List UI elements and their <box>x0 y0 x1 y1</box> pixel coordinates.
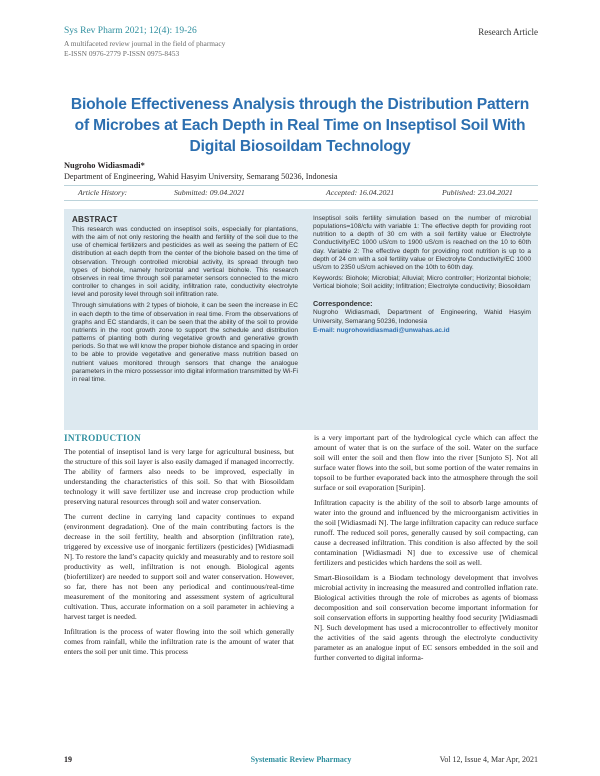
page-footer <box>64 755 538 767</box>
body-paragraph: Infiltration capacity is the ability of the soil to absorb large amounts of water into the ground and influenced by the microorganism activities in the soil [Widiasmadi N]. The large infiltration capacity can reduce surface runoff. The reduced soil pores, generally caused by soil compacting, can cause a decreased infiltration. This condition is also affected by the soil contamination [Widiasmadi N] due to excessive use of chemical fertilizers and pesticides which hardens the soil as well. <box>314 498 538 567</box>
body-paragraph: is a very important part of the hydrological cycle which can affect the amount of water that is on the surface of the soil. Water on the surface soil will enter the soil and then flow into the river [Sunjoto S]. Not all surface water flows into the soil, but some portion of the water remains in topsoil to be further evaporated back into the atmosphere through the soil surface or soil evaporation [Suripin]. <box>314 433 538 492</box>
body-paragraph: Smart-Biosoildam is a Biodam technology development that involves microbial activity in increasing the measured and controlled inflation rate. Biological activities through the role of microbes as agents of biomass decomposition and soil conservation become important information for soil conservation efforts in supporting healthy food security [Widiasmadi N]. Such development has used a microcontroller to effectively monitor the activities of the said agents through the electrolyte conductivity parameter as an analogue input of EC sensors embedded in the soil and further converted to digital informa- <box>314 573 538 662</box>
abstract-left-column <box>72 215 298 387</box>
history-published: Published: 23.04.2021 <box>442 188 513 197</box>
history-submitted: Submitted: 09.04.2021 <box>174 188 245 197</box>
body-right-column <box>314 433 538 668</box>
history-label: Article History: <box>78 188 128 197</box>
body-paragraph: The current decline in carrying land capacity continues to expand (environment degradation). One of the main contributing factors is the decrease in the soil fertility, health and absorption (infiltration rate), triggered by excessive use of inorganic fertilizers (pesticides) [Widiasmadi N]. To restore the land’s capacity quickly and measurably and to restore soil productivity as well, infiltration is not enough. Biological agents (biofertilizer) are needed to support soil and water conservation. However, so far, there has not been any periodical and continuous/real-time measurement of the monitoring and assessment system of agricultural cultivation. Thus, accurate information on a soil parameter in achieving a harvest target is needed. <box>64 512 294 621</box>
journal-description: A multifaceted review journal in the field of pharmacy <box>64 39 226 48</box>
paper-title: Biohole Effectiveness Analysis through the Distribution Pattern of Microbes at Each Depth in Real Time on Inseptisol Soil With Digital Biosoildam Technology <box>70 96 530 155</box>
correspondence-email[interactable]: E-mail: nugrohowidiasmadi@unwahas.ac.id <box>313 326 450 334</box>
correspondence-text: Nugroho Widiasmadi, Department of Engineering, Wahid Hasyim University, Semarang 50236, Indonesia <box>313 309 531 325</box>
author-affiliation: Department of Engineering, Wahid Hasyim University, Semarang 50236, Indonesia <box>64 172 338 181</box>
footer-journal-name: Systematic Review Pharmacy <box>250 755 352 764</box>
author-name: Nugroho Widiasmadi* <box>64 161 145 170</box>
footer-page-number: 19 <box>64 755 72 764</box>
abstract-heading: ABSTRACT <box>72 215 118 224</box>
abstract-paragraph-3: Inseptisol soils fertility simulation based on the number of microbial populations=108/cfu with variable 1: The effective depth for providing root nutrition to a depth of 30 cm with a soil fertility value or Electrolyte Conductivity/EC 1000 uS/cm to 1900 uS/cm is reached on the 10 to 60th day. Variable 2: The effective depth for providing root nutrition is up to a depth of 24 cm with a soil fertility value or Electrolyte Conductivity/EC 1000 uS/cm to 2350 uS/cm achieved on the 10th to 60th day. <box>313 215 531 271</box>
correspondence-heading: Correspondence: <box>313 299 373 309</box>
abstract-paragraph-2: Through simulations with 2 types of biohole, it can be seen the increase in EC in each depth to the time of observation in real time. From the observations of graphs and EC standards, it can be seen that the ability of the soil to provide nutrients in the root growth zone to support the schedule and distribution patterns of planting both during vegetative growth and generative growth periods. So that we will know the proper biohole distance and spacing in order to be able to provide vegetative and generative mass nutrition based on nutrient values monitored through sensors that change the analogue parameters in the micro possessor into digital information transmitted by Wi-Fi in real time. <box>72 302 299 383</box>
footer-volume: Vol 12, Issue 4, Mar Apr, 2021 <box>439 755 538 764</box>
article-history <box>64 185 538 199</box>
abstract-paragraph-1: This research was conducted on inseptisol soils, especially for plantations, with the aim of not only restoring the health and fertility of the soil due to the use of chemical fertilizers and pesticides as well as seeing the pattern of EC distribution at each depth from the center of the biohole based on the time of observation. Through controlled microbial activity, its spread through two types of biohole, namely horizontal and vertical biohole. This research observes in real time through soil parameter sensors connected to the micro controller to changes in soil acidity, infiltration rate, conductivity electrolyte level and porosity level through soil infiltration rate. <box>72 226 298 299</box>
history-rule-bottom <box>64 200 538 201</box>
journal-issn: E-ISSN 0976-2779 P-ISSN 0975-8453 <box>64 49 180 58</box>
article-type-label: Research Article <box>478 27 538 37</box>
introduction-heading: INTRODUCTION <box>64 433 142 443</box>
body-left-column <box>64 433 294 662</box>
body-paragraph: Infiltration is the process of water flowing into the soil which generally comes from rainfall, while the infiltration rate is the amount of water that enters the soil per unit time. This process <box>64 627 294 656</box>
body-paragraph: The potential of inseptisol land is very large for agricultural business, but the structure of this soil layer is also easily damaged if managed incorrectly. The ability of farmers also needs to be improved, especially in understanding the characteristics of this soil. So that with Biosoildam technology it will save fertilizer use and increase crop production while preserving natural resources through soil and water conservation. <box>64 447 294 506</box>
abstract-keywords: Keywords: Biohole; Microbial; Alluvial; Micro controller; Horizontal biohole; Vertical biohole; Soil acidity; Infiltration; Electrolyte conductivity; Biosoildam <box>313 275 531 291</box>
history-accepted: Accepted: 16.04.2021 <box>326 188 395 197</box>
journal-citation: Sys Rev Pharm 2021; 12(4): 19-26 <box>64 26 197 36</box>
abstract-right-column <box>313 215 531 338</box>
